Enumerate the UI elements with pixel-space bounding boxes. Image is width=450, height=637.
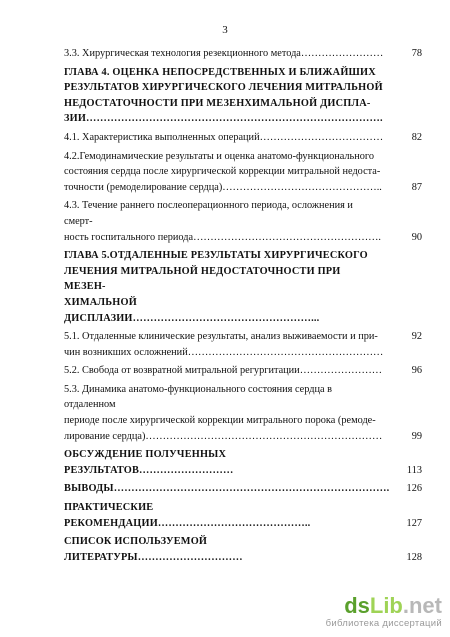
table-of-contents <box>64 46 422 568</box>
toc-entry-text: 5.3. Динамика анатомо-функционального состояния сердца в отдаленном периоде после хирургической коррекции митрального порока (ремоде- лирование сердца)…………………………………………………………… <box>64 383 383 442</box>
toc-entry-text: 3.3. Хирургическая технология резекционного метода…………………… <box>64 48 384 59</box>
dslib-logo <box>326 595 442 617</box>
toc-entry-5-2 <box>64 363 422 379</box>
toc-entry-recommendations <box>64 500 422 531</box>
toc-entry-text: ПРАКТИЧЕСКИЕ РЕКОМЕНДАЦИИ…………………………………….. <box>64 502 311 529</box>
toc-page-number: 82 <box>411 131 422 143</box>
toc-page-number: 78 <box>411 48 422 59</box>
toc-entry-text: 4.1. Характеристика выполненных операций……………………………… <box>64 131 384 143</box>
toc-entry-text: ОБСУЖДЕНИЕ ПОЛУЧЕННЫХ РЕЗУЛЬТАТОВ……………………… <box>64 449 234 476</box>
dslib-watermark <box>326 595 442 629</box>
toc-page-number: 99 <box>411 430 422 442</box>
watermark-subtitle: библиотека диссертаций <box>325 618 442 629</box>
toc-page-number: 126 <box>406 483 422 495</box>
toc-entry-4-2 <box>64 149 422 196</box>
toc-entry-5-1 <box>64 329 422 360</box>
toc-entry-chapter-4 <box>64 65 422 127</box>
toc-page-number: 92 <box>411 331 422 343</box>
toc-entry-chapter-5 <box>64 248 422 326</box>
toc-entry-3-3 <box>64 46 422 62</box>
toc-entry-text: 4.2.Гемодинамические результаты и оценка анатомо-функционального состояния сердца после хирургической коррекции митральной недоста- точности (ремоделирование сердца)……………………………………….. <box>64 150 382 193</box>
toc-entry-text: 4.3. Течение раннего послеоперационного периода, осложнения и смерт- ность госпитального периода………………………………………………. <box>64 200 382 243</box>
toc-page-number: 113 <box>406 464 422 476</box>
toc-entry-text: 5.2. Свобода от возвратной митральной регургитации…………………… <box>64 365 383 377</box>
toc-page-number: 96 <box>411 365 422 377</box>
logo-ds: ds <box>344 593 370 618</box>
logo-net: .net <box>402 593 442 618</box>
toc-entry-text: ГЛАВА 5.ОТДАЛЕННЫЕ РЕЗУЛЬТАТЫ ХИРУРГИЧЕСКОГО ЛЕЧЕНИЯ МИТРАЛЬНОЙ НЕДОСТАТОЧНОСТИ ПРИ МЕЗЕН- ХИМАЛЬНОЙ ДИСПЛАЗИИ……………………………………………... <box>64 250 368 324</box>
toc-entry-text: ГЛАВА 4. ОЦЕНКА НЕПОСРЕДСТВЕННЫХ И БЛИЖАЙШИХ РЕЗУЛЬТАТОВ ХИРУРГИЧЕСКОГО ЛЕЧЕНИЯ МИТРАЛЬНОЙ НЕДОСТАТОЧНОСТИ ПРИ МЕЗЕНХИМАЛЬНОЙ ДИСПЛА- ЗИИ…………………………………………………………………………. <box>64 66 383 125</box>
toc-entry-text: ВЫВОДЫ……………………………………………………………………. <box>64 483 390 495</box>
toc-entry-conclusions <box>64 481 422 497</box>
toc-entry-text: 5.1. Отдаленные клинические результаты, анализ выживаемости и при- чин возникших осложнений………………………………………………… <box>64 331 384 358</box>
page-number: 3 <box>222 24 228 36</box>
toc-entry-discussion <box>64 447 422 478</box>
toc-page-number: 128 <box>406 551 422 563</box>
logo-lib: Lib <box>369 593 403 618</box>
toc-page-number: 90 <box>411 231 422 243</box>
toc-entry-5-3 <box>64 382 422 444</box>
toc-entry-references <box>64 534 422 565</box>
toc-entry-4-1 <box>64 130 422 146</box>
toc-page-number: 127 <box>406 517 422 529</box>
toc-page-number: 87 <box>411 181 422 193</box>
toc-entry-4-3 <box>64 198 422 245</box>
toc-entry-text: СПИСОК ИСПОЛЬЗУЕМОЙ ЛИТЕРАТУРЫ………………………… <box>64 536 243 563</box>
